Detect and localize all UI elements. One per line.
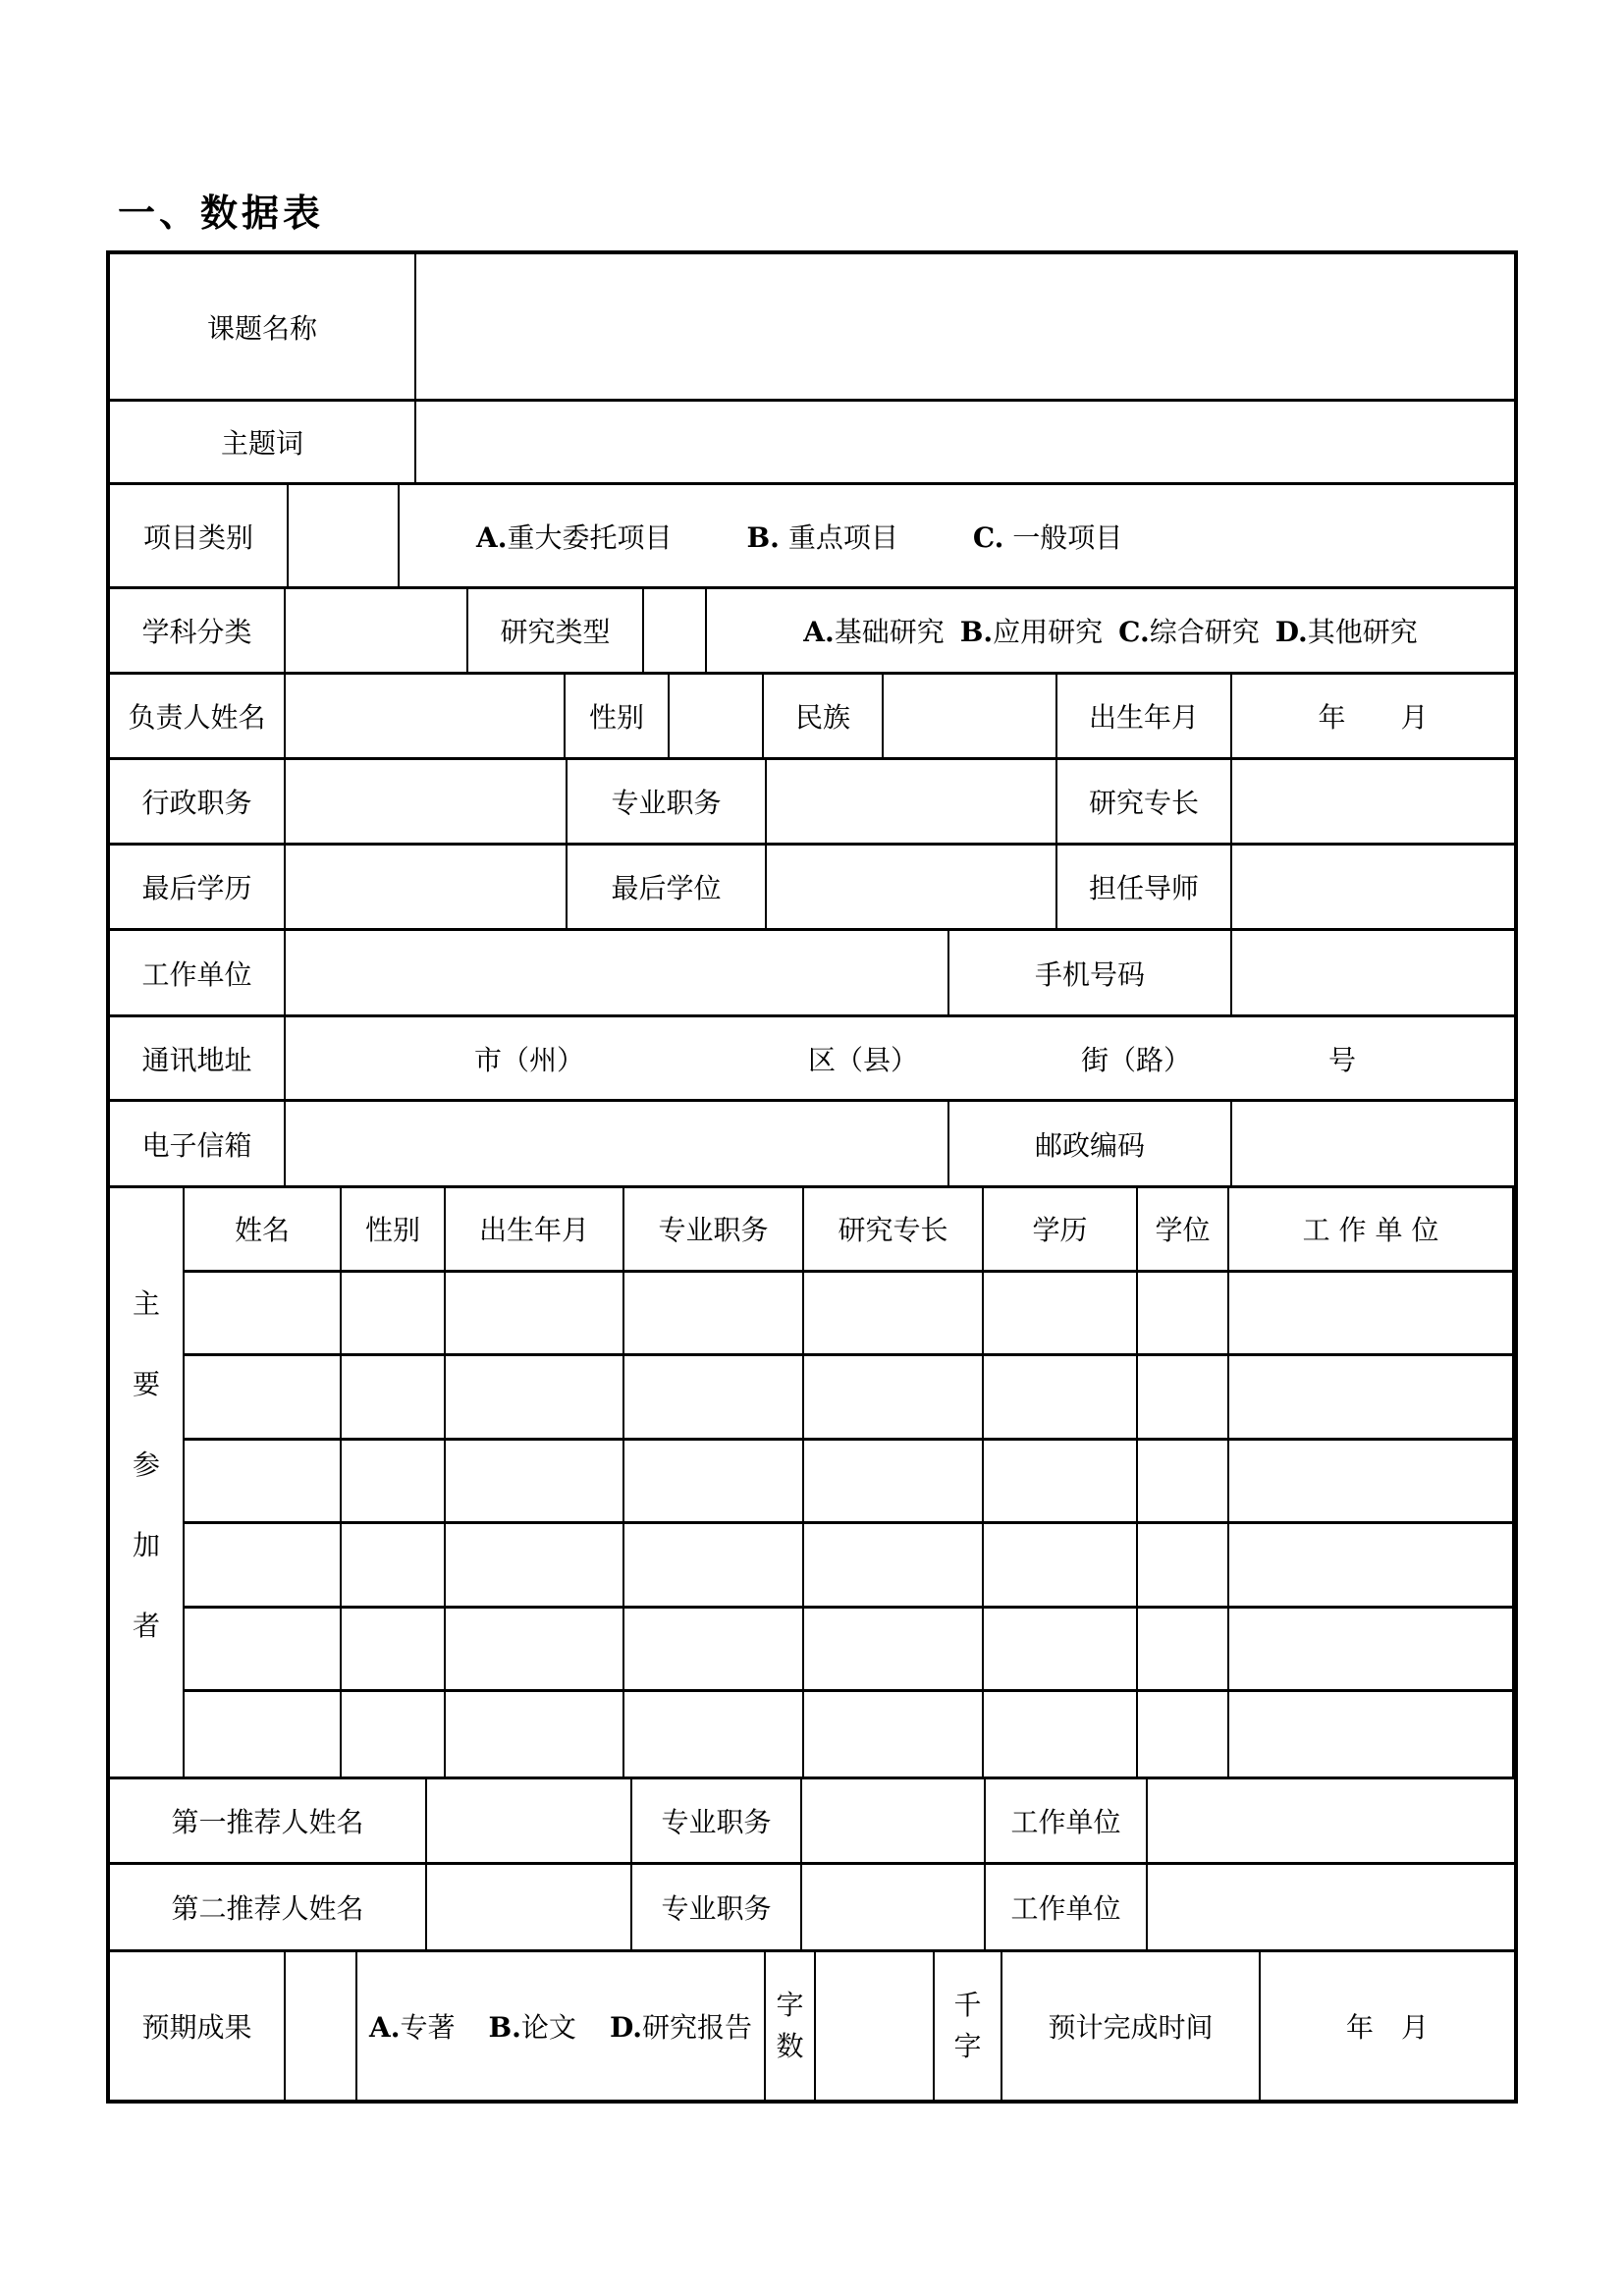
participants-header-gender: 性别 (342, 1188, 446, 1270)
gender-label: 性别 (566, 675, 670, 757)
email-field[interactable] (286, 1102, 949, 1185)
category-options (400, 485, 1514, 586)
participant-cell[interactable] (1138, 1692, 1229, 1777)
research-type-options (707, 589, 1514, 672)
work-unit-field[interactable] (286, 931, 949, 1014)
category-option: A.重大委托项目 (476, 520, 673, 554)
row-discipline (110, 589, 1514, 675)
postcode-field[interactable] (1232, 1102, 1514, 1185)
participant-cell[interactable] (342, 1609, 446, 1690)
participant-cell[interactable] (342, 1441, 446, 1522)
participant-cell[interactable] (1229, 1524, 1514, 1606)
participant-cell[interactable] (446, 1441, 624, 1522)
participants-header-education: 学历 (984, 1188, 1138, 1270)
address-part-district: 区（县） (808, 1043, 919, 1076)
address-label: 通讯地址 (110, 1017, 286, 1099)
row-address (110, 1017, 1514, 1102)
participant-cell[interactable] (342, 1273, 446, 1354)
participant-row (185, 1273, 1514, 1357)
participant-cell[interactable] (1229, 1692, 1514, 1777)
outcome-field[interactable] (286, 1952, 357, 2100)
participant-row (185, 1609, 1514, 1693)
row-keywords (110, 402, 1514, 485)
discipline-field[interactable] (286, 589, 468, 672)
participant-cell[interactable] (804, 1441, 984, 1522)
ethnicity-label: 民族 (764, 675, 884, 757)
row-admin-position (110, 760, 1514, 846)
participant-row (185, 1692, 1514, 1777)
specialty-field[interactable] (1232, 760, 1514, 843)
address-field[interactable] (286, 1017, 1514, 1099)
mentor-field[interactable] (1232, 846, 1514, 928)
education-label: 最后学历 (110, 846, 286, 928)
row-email (110, 1102, 1514, 1188)
word-count-label: 字 数 (766, 1952, 816, 2100)
participant-cell[interactable] (342, 1524, 446, 1606)
recommender2-title-label: 专业职务 (632, 1865, 802, 1949)
row-leader (110, 675, 1514, 760)
participant-cell[interactable] (624, 1441, 804, 1522)
thousand-chars-label: 千 字 (935, 1952, 1002, 2100)
participant-cell[interactable] (804, 1692, 984, 1777)
participant-cell[interactable] (1229, 1356, 1514, 1438)
recommender1-label: 第一推荐人姓名 (110, 1779, 427, 1862)
mobile-label: 手机号码 (949, 931, 1232, 1014)
topic-field[interactable] (416, 254, 1514, 399)
participant-cell[interactable] (1229, 1609, 1514, 1690)
participants-grid (185, 1188, 1514, 1777)
outcome-option: B.论文 (488, 2011, 576, 2044)
specialty-label: 研究专长 (1057, 760, 1232, 843)
outcome-options (357, 1952, 766, 2100)
mentor-label: 担任导师 (1057, 846, 1232, 928)
category-label: 项目类别 (110, 485, 289, 586)
participant-cell[interactable] (185, 1609, 342, 1690)
participant-cell[interactable] (624, 1356, 804, 1438)
education-field[interactable] (286, 846, 568, 928)
recommender2-unit-field[interactable] (1148, 1865, 1514, 1949)
research-type-label: 研究类型 (468, 589, 644, 672)
recommender2-title-field[interactable] (802, 1865, 986, 1949)
address-part-number: 号 (1328, 1043, 1357, 1076)
discipline-label: 学科分类 (110, 589, 286, 672)
participant-cell[interactable] (185, 1441, 342, 1522)
participants-header-name: 姓名 (185, 1188, 342, 1270)
participant-cell[interactable] (1229, 1273, 1514, 1354)
participant-cell[interactable] (984, 1441, 1138, 1522)
participant-cell[interactable] (446, 1356, 624, 1438)
leader-name-field[interactable] (286, 675, 566, 757)
participant-cell[interactable] (446, 1692, 624, 1777)
participant-cell[interactable] (984, 1692, 1138, 1777)
participant-cell[interactable] (804, 1524, 984, 1606)
row-recommender-1 (110, 1779, 1514, 1865)
page-title: 一、数据表 (118, 191, 325, 235)
participant-cell[interactable] (804, 1273, 984, 1354)
row-participants (110, 1188, 1514, 1779)
participant-cell[interactable] (185, 1524, 342, 1606)
participant-row (185, 1356, 1514, 1441)
participant-cell[interactable] (1229, 1441, 1514, 1522)
email-label: 电子信箱 (110, 1102, 286, 1185)
research-type-field[interactable] (644, 589, 707, 672)
participant-cell[interactable] (342, 1692, 446, 1777)
admin-position-label: 行政职务 (110, 760, 286, 843)
recommender1-title-field[interactable] (802, 1779, 986, 1862)
recommender1-unit-field[interactable] (1148, 1779, 1514, 1862)
participant-cell[interactable] (446, 1524, 624, 1606)
participant-cell[interactable] (984, 1524, 1138, 1606)
outcome-option: A.专著 (369, 2011, 456, 2044)
row-education (110, 846, 1514, 931)
completion-time-field[interactable]: 年 月 (1345, 2011, 1429, 2044)
participant-cell[interactable] (1138, 1609, 1229, 1690)
participant-cell[interactable] (984, 1356, 1138, 1438)
participants-side-label: 主 要 参 加 者 (110, 1188, 185, 1777)
participant-row (185, 1524, 1514, 1609)
participant-cell[interactable] (185, 1356, 342, 1438)
row-category (110, 485, 1514, 589)
ethnicity-field[interactable] (884, 675, 1057, 757)
recommender1-name-field[interactable] (427, 1779, 632, 1862)
row-outcome (110, 1952, 1514, 2100)
participants-header-title: 专业职务 (624, 1188, 804, 1270)
degree-label: 最后学位 (568, 846, 767, 928)
research-type-option: D.其他研究 (1274, 616, 1418, 648)
recommender1-unit-label: 工作单位 (986, 1779, 1148, 1862)
participants-header-unit: 工 作 单 位 (1229, 1188, 1514, 1270)
participant-cell[interactable] (1138, 1524, 1229, 1606)
participant-cell[interactable] (624, 1273, 804, 1354)
participant-cell[interactable] (1138, 1356, 1229, 1438)
word-count-field[interactable] (816, 1952, 935, 2100)
participants-header-degree: 学位 (1138, 1188, 1229, 1270)
gender-field[interactable] (670, 675, 764, 757)
row-recommender-2 (110, 1865, 1514, 1952)
row-topic (110, 254, 1514, 402)
recommender1-title-label: 专业职务 (632, 1779, 802, 1862)
professional-title-field[interactable] (767, 760, 1057, 843)
participant-cell[interactable] (984, 1609, 1138, 1690)
recommender2-unit-label: 工作单位 (986, 1865, 1148, 1949)
participants-header-row (185, 1188, 1514, 1273)
research-type-option: A.基础研究 (803, 616, 945, 648)
participant-cell[interactable] (984, 1273, 1138, 1354)
category-option: B. 重点项目 (746, 520, 898, 554)
category-field[interactable] (289, 485, 400, 586)
topic-label: 课题名称 (110, 254, 416, 399)
birth-field[interactable]: 年 月 (1318, 701, 1429, 734)
participant-cell[interactable] (804, 1609, 984, 1690)
birth-label: 出生年月 (1057, 675, 1232, 757)
recommender2-name-field[interactable] (427, 1865, 632, 1949)
research-type-option: B.应用研究 (959, 616, 1104, 648)
participant-cell[interactable] (342, 1356, 446, 1438)
participant-cell[interactable] (446, 1609, 624, 1690)
outcome-label: 预期成果 (110, 1952, 286, 2100)
participant-cell[interactable] (446, 1273, 624, 1354)
leader-name-label: 负责人姓名 (110, 675, 286, 757)
outcome-option: D.研究报告 (609, 2011, 752, 2044)
work-unit-label: 工作单位 (110, 931, 286, 1014)
completion-time-label: 预计完成时间 (1002, 1952, 1261, 2100)
participant-cell[interactable] (1138, 1273, 1229, 1354)
participant-cell[interactable] (624, 1692, 804, 1777)
participant-row (185, 1441, 1514, 1525)
participants-header-specialty: 研究专长 (804, 1188, 984, 1270)
postcode-label: 邮政编码 (949, 1102, 1232, 1185)
participant-cell[interactable] (185, 1273, 342, 1354)
mobile-field[interactable] (1232, 931, 1514, 1014)
degree-field[interactable] (767, 846, 1057, 928)
data-table (106, 250, 1518, 2104)
participant-cell[interactable] (185, 1692, 342, 1777)
row-work-unit (110, 931, 1514, 1017)
participant-cell[interactable] (624, 1524, 804, 1606)
participant-cell[interactable] (1138, 1441, 1229, 1522)
research-type-option: C.综合研究 (1118, 616, 1260, 648)
participant-cell[interactable] (624, 1609, 804, 1690)
professional-title-label: 专业职务 (568, 760, 767, 843)
address-part-street: 街（路） (1081, 1043, 1192, 1076)
participants-header-birth: 出生年月 (446, 1188, 624, 1270)
recommender2-label: 第二推荐人姓名 (110, 1865, 427, 1949)
keywords-field[interactable] (416, 402, 1514, 482)
participant-cell[interactable] (804, 1356, 984, 1438)
category-option: C. 一般项目 (972, 520, 1123, 554)
keywords-label: 主题词 (110, 402, 416, 482)
address-part-city: 市（州） (474, 1043, 585, 1076)
admin-position-field[interactable] (286, 760, 568, 843)
